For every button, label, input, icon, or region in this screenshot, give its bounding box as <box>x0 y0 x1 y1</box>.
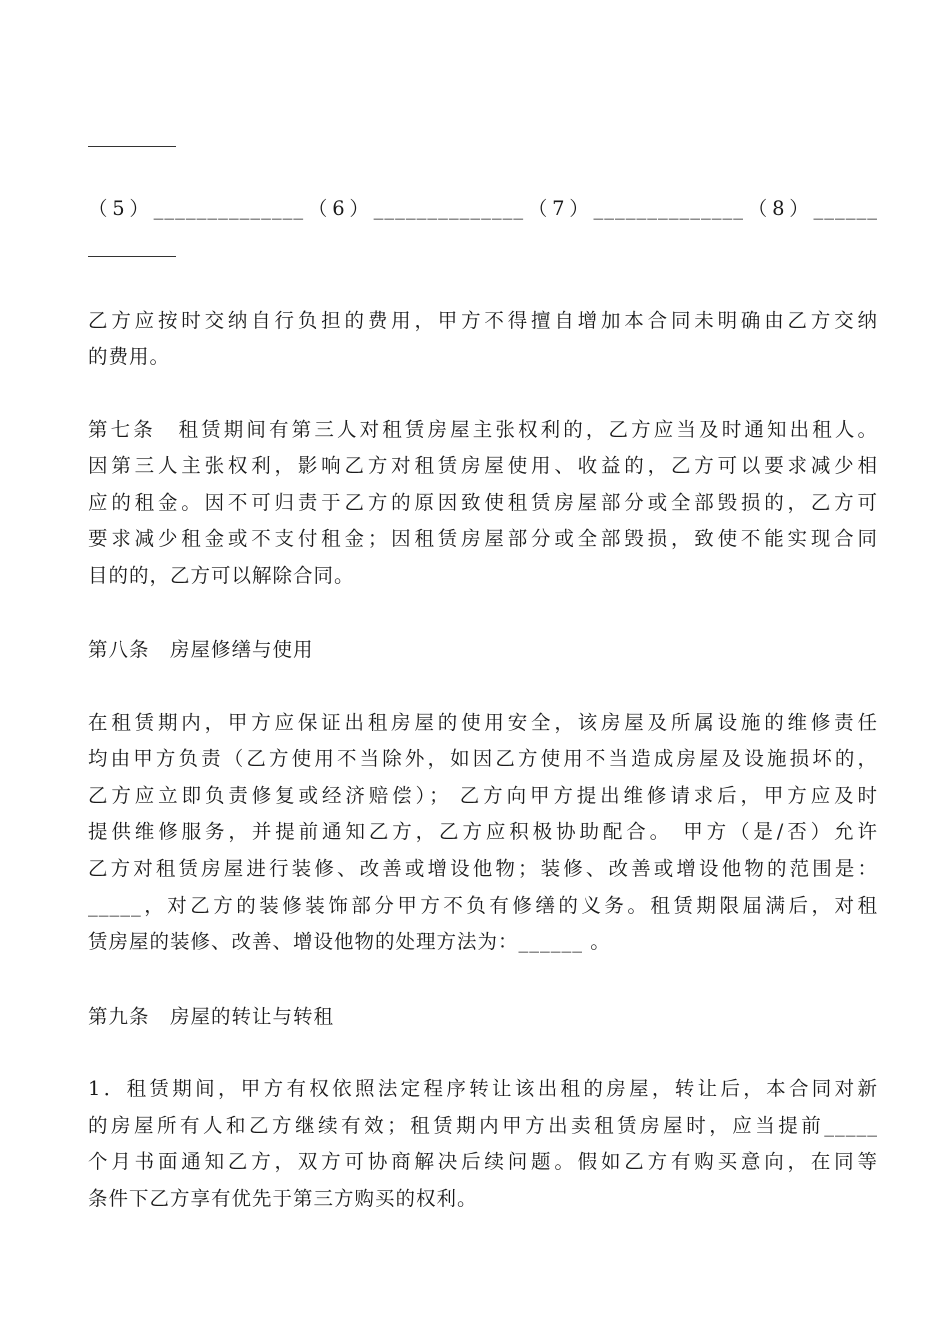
article-8-line-1: 在租赁期内，甲方应保证出租房屋的使用安全，该房屋及所属设施的维修责任 <box>88 711 878 734</box>
article-8-line-4: 提供维修服务，并提前通知乙方，乙方应积极协助配合。 甲方（是/否）允许 <box>88 820 878 843</box>
top-blank-line <box>88 146 176 147</box>
article-8-line-7: 赁房屋的装修、改善、增设他物的处理方法为：______ 。 <box>88 930 611 953</box>
article-8-line-3: 乙方应立即负责修复或经济赔偿）； 乙方向甲方提出维修请求后，甲方应及时 <box>88 784 878 807</box>
article-8-line-5: 乙方对租赁房屋进行装修、改善或增设他物；装修、改善或增设他物的范围是： <box>88 857 878 880</box>
article-8-line-2: 均由甲方负责（乙方使用不当除外，如因乙方使用不当造成房屋及设施损坏的， <box>88 747 878 770</box>
article-8-line-6: _____，对乙方的装修装饰部分甲方不负有修缮的义务。租赁期限届满后，对租 <box>88 894 878 917</box>
article-7-line-5: 目的的，乙方可以解除合同。 <box>88 564 355 587</box>
article-9-line-3: 个月书面通知乙方，双方可协商解决后续问题。假如乙方有购买意向，在同等 <box>88 1150 878 1173</box>
article-7-line-3: 应的租金。因不可归责于乙方的原因致使租赁房屋部分或全部毁损的，乙方可 <box>88 491 878 514</box>
article-9-line-4: 条件下乙方享有优先于第三方购买的权利。 <box>88 1187 478 1210</box>
fees-paragraph-line-2: 的费用。 <box>88 345 171 368</box>
fill-row-blank-continuation <box>88 256 176 257</box>
article-9-heading: 第九条 房屋的转让与转租 <box>88 1005 335 1028</box>
article-9-line-2: 的房屋所有人和乙方继续有效；租赁期内甲方出卖租赁房屋时，应当提前_____ <box>88 1114 878 1137</box>
article-7-line-2: 因第三人主张权利，影响乙方对租赁房屋使用、收益的，乙方可以要求减少相 <box>88 454 878 477</box>
fees-paragraph-line-1: 乙方应按时交纳自行负担的费用，甲方不得擅自增加本合同未明确由乙方交纳 <box>88 309 878 332</box>
article-7-line-4: 要求减少租金或不支付租金；因租赁房屋部分或全部毁损，致使不能实现合同 <box>88 527 878 550</box>
fill-row-line-1: （5）______________（6）______________（7）______________（8）______ <box>88 197 878 220</box>
article-9-line-1: 1．租赁期间，甲方有权依照法定程序转让该出租的房屋，转让后，本合同对新 <box>88 1077 878 1100</box>
article-7-line-1: 第七条 租赁期间有第三人对租赁房屋主张权利的，乙方应当及时通知出租人。 <box>88 418 878 441</box>
article-8-heading: 第八条 房屋修缮与使用 <box>88 638 314 661</box>
